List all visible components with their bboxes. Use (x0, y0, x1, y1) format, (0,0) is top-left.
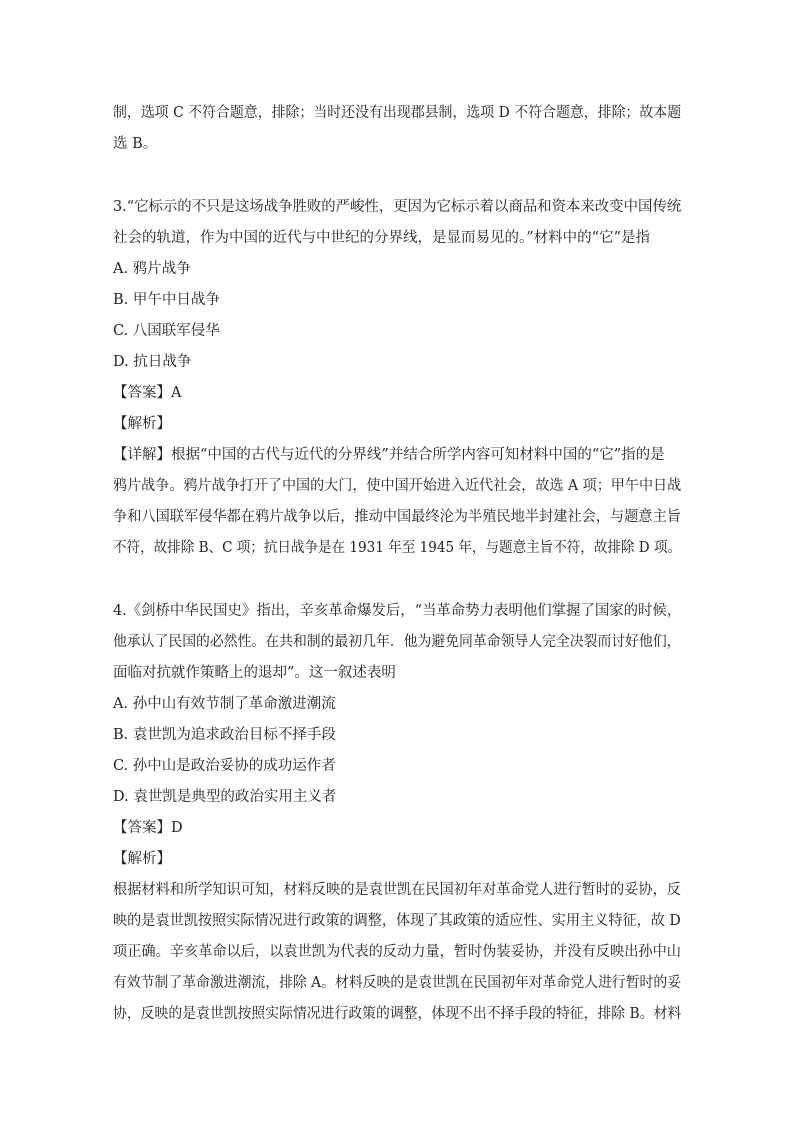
option-b: B. 甲午中日战争 (113, 292, 220, 308)
analysis-text: 争和八国联军侵华都在鸦片战争以后，推动中国最终沦为半殖民地半封建社会，与题意主旨 (113, 509, 681, 525)
analysis-text: 映的是袁世凯按照实际情况进行政策的调整，体现了其政策的适应性、实用主义特征，故 D (113, 913, 681, 929)
analysis-text: 不符，故排除 B、C 项；抗日战争是在 1931 年至 1945 年，与题意主旨不符，故排除 D 项。 (113, 540, 682, 556)
option-c: C. 八国联军侵华 (113, 323, 220, 339)
text-line: 制，选项 C 不符合题意，排除；当时还没有出现郡县制，选项 D 不符合题意，排除；故本题 (113, 105, 682, 121)
question-3-stem: 3.“它标示的不只是这场战争胜败的严峻性，更因为它标示着以商品和资本来改变中国传统 (113, 199, 682, 215)
question-3-stem: 社会的轨道，作为中国的近代与中世纪的分界线，是显而易见的。”材料中的“它”是指 (113, 230, 650, 246)
option-b: B. 袁世凯为追求政治目标不择手段 (113, 727, 336, 743)
analysis-text: 根据材料和所学知识可知，材料反映的是袁世凯在民国初年对革命党人进行暂时的妥协，反 (113, 882, 681, 898)
option-c: C. 孙中山是政治妥协的成功运作者 (113, 758, 336, 774)
question-4-stem: 4.《剑桥中华民国史》指出，辛亥革命爆发后，“当革命势力表明他们掌握了国家的时候， (113, 603, 682, 619)
analysis-label: 【解析】 (113, 851, 171, 867)
question-4-stem: 面临对抗就作策略上的退却”。这一叙述表明 (113, 665, 396, 681)
question-4-stem: 他承认了民国的必然性。在共和制的最初几年．他为避免同革命领导人完全决裂而讨好他们， (113, 634, 681, 650)
answer-label: 【答案】D (113, 820, 183, 836)
option-a: A. 鸦片战争 (113, 261, 191, 277)
option-d: D. 抗日战争 (113, 354, 192, 370)
option-d: D. 袁世凯是典型的政治实用主义者 (113, 789, 337, 805)
answer-label: 【答案】A (113, 385, 182, 401)
text-line: 选 B。 (113, 136, 158, 152)
analysis-label: 【解析】 (113, 416, 171, 432)
analysis-text: 【详解】根据“中国的古代与近代的分界线”并结合所学内容可知材料中国的“它”指的是 (113, 447, 665, 463)
analysis-text: 鸦片战争。鸦片战争打开了中国的大门，使中国开始进入近代社会，故选 A 项；甲午中日战 (113, 478, 682, 494)
analysis-text: 项正确。辛亥革命以后，以袁世凯为代表的反动力量，暂时伪装妥协，并没有反映出孙中山 (113, 944, 681, 960)
option-a: A. 孙中山有效节制了革命激进潮流 (113, 696, 336, 712)
analysis-text: 有效节制了革命激进潮流，排除 A。材料反映的是袁世凯在民国初年对革命党人进行暂时的妥 (113, 975, 682, 991)
analysis-text: 协，反映的是袁世凯按照实际情况进行政策的调整，体现不出不择手段的特征，排除 B。材料 (113, 1006, 682, 1022)
